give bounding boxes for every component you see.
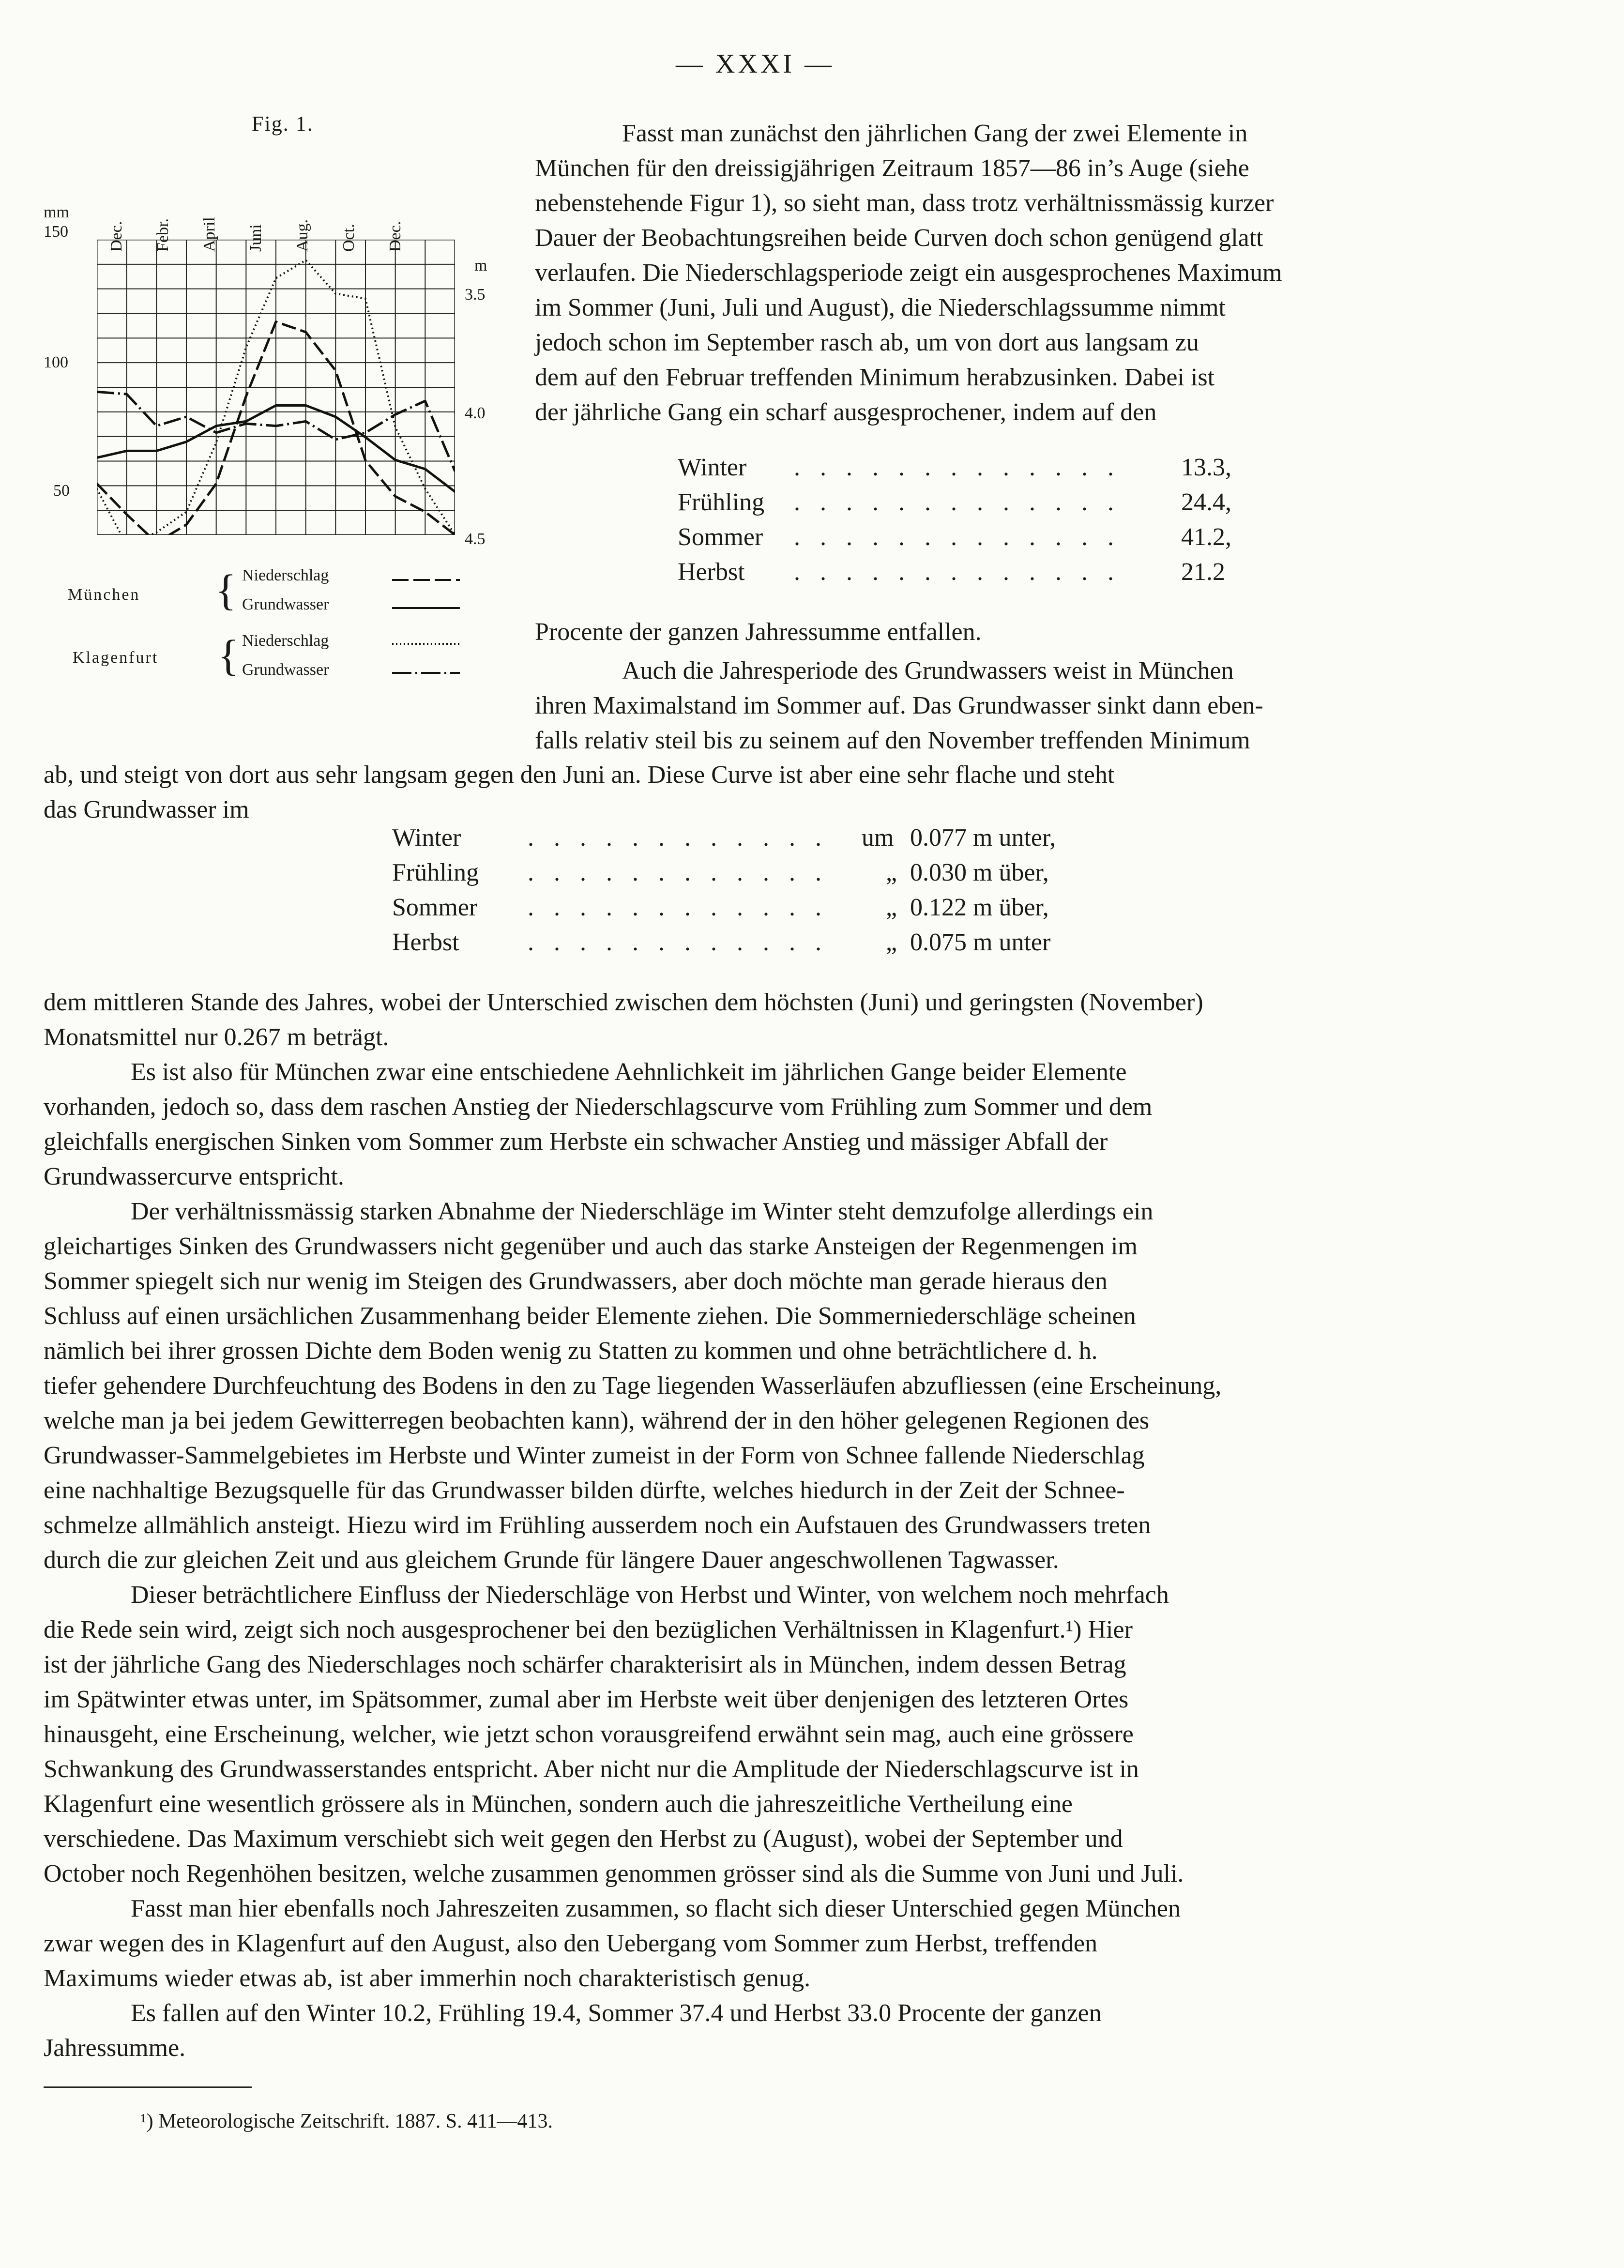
text-line: die Rede sein wird, zeigt sich noch ausgesprochener bei den bezüglichen Verhältnissen in Klagenfurt.¹) Hier [44,1616,1133,1644]
figure-1 [44,111,489,707]
text-line: München für den dreissigjährigen Zeitraum 1857—86 in’s Auge (siehe [535,154,1249,182]
table-row [678,485,1259,520]
text-line: im Spätwinter etwas unter, im Spätsommer, zumal aber im Herbste weit über denjenigen des letzteren Ortes [44,1686,1129,1713]
season-label: Winter [392,824,461,852]
text-line: Grundwasser-Sammelgebietes im Herbste und Winter zumeist in der Form von Schnee fallende Niederschlag [44,1442,1145,1469]
table-row [392,890,1167,925]
legend-label: Niederschlag [242,632,329,650]
month-label: Dec. [386,221,404,252]
table-row [678,520,1259,555]
month-label: April [200,217,218,252]
text-line: gleichartiges Sinken des Grundwassers nicht gegenüber und auch das starke Ansteigen der Regenmengen im [44,1233,1138,1260]
legend-city: Klagenfurt [73,649,159,667]
groundwater-paragraph [535,654,1450,758]
season-label: Frühling [678,488,765,516]
legend-label: Grundwasser [242,661,329,679]
text-line: falls relativ steil bis zu seinem auf den November treffenden Minimum [535,727,1250,754]
left-tick: 50 [53,482,70,500]
legend-brace: { [218,632,239,680]
text-line: Fasst man zunächst den jährlichen Gang der zwei Elemente in [622,120,1248,147]
text-line: nebenstehende Figur 1), so sieht man, dass trotz verhältnissmässig kurzer [535,189,1274,217]
season-prefix: „ [886,859,897,886]
text-line: verlaufen. Die Niederschlagsperiode zeigt ein ausgesprochenes Maximum [535,259,1282,287]
text-line: Maximums wieder etwas ab, ist aber immerhin noch charakteristisch genug. [44,1964,811,1992]
season-label: Herbst [678,558,745,586]
month-label: Dec. [107,221,125,252]
text-line: zwar wegen des in Klagenfurt auf den August, also den Uebergang vom Sommer zum Herbst, treffenden [44,1930,1098,1957]
leader-dots: . . . . . . . . . . . . [528,894,828,921]
season-value: 0.075 m unter [910,929,1051,956]
leader-dots: . . . . . . . . . . . . . [794,558,1121,586]
text-line: dem auf den Februar treffenden Minimum herabzusinken. Dabei ist [535,364,1215,391]
body-text [44,985,1452,2066]
text-line: Es ist also für München zwar eine entschiedene Aehnlichkeit im jährlichen Gange beider Elemente [131,1058,1127,1086]
left-tick: 150 [44,223,68,241]
text-line: Auch die Jahresperiode des Grundwassers weist in München [622,657,1234,685]
text-line: Jahressumme. [44,2034,186,2062]
legend-label: Grundwasser [242,595,329,613]
intro-paragraph [535,116,1450,430]
text-line: Schluss auf einen ursächlichen Zusammenhang beider Elemente ziehen. Die Sommerniederschläge scheinen [44,1302,1136,1330]
text-line: verschiedene. Das Maximum verschiebt sich weit gegen den Herbst zu (August), wobei der September und [44,1825,1123,1853]
leader-dots: . . . . . . . . . . . . . [794,523,1121,551]
table-caption [535,615,1450,650]
text-line: ab, und steigt von dort aus sehr langsam gegen den Juni an. Diese Curve ist aber eine sehr flache und steht [44,761,1115,789]
season-value: 0.077 m unter, [910,824,1056,852]
leader-dots: . . . . . . . . . . . . . [794,454,1121,481]
season-value: 13.3, [1181,454,1231,481]
text-line: Sommer spiegelt sich nur wenig im Steigen des Grundwassers, aber doch möchte man gerade hieraus den [44,1267,1108,1295]
season-table-precipitation [678,450,1259,590]
table-row [392,925,1167,960]
leader-dots: . . . . . . . . . . . . [528,859,828,886]
season-table-groundwater [392,821,1167,960]
text-line: Der verhältnissmässig starken Abnahme der Niederschläge im Winter steht demzufolge allerdings ein [131,1198,1153,1225]
table-row [678,555,1259,590]
footnote-rule [44,2086,252,2088]
leader-dots: . . . . . . . . . . . . [528,929,828,956]
season-label: Frühling [392,859,479,886]
footnote: ¹) Meteorologische Zeitschrift. 1887. S. 411—413. [140,2110,553,2132]
season-label: Herbst [392,929,459,956]
season-value: 0.122 m über, [910,894,1049,921]
season-prefix: um [862,824,894,852]
text-line: vorhanden, jedoch so, dass dem raschen Anstieg der Niederschlagscurve vom Frühling zum Sommer und dem [44,1093,1153,1121]
left-axis-unit: mm [44,203,69,221]
text-line: October noch Regenhöhen besitzen, welche zusammen genommen grösser sind als die Summe von Juni und Juli. [44,1860,1184,1887]
leader-dots: . . . . . . . . . . . . . [794,488,1121,516]
right-axis-unit: m [474,257,487,274]
left-tick: 100 [44,353,68,371]
text-line: nämlich bei ihrer grossen Dichte dem Boden wenig zu Statten zu kommen und ohne beträchtlichere d. h. [44,1337,1098,1365]
text-line: jedoch schon im September rasch ab, um von dort aus langsam zu [535,329,1199,356]
table-row [392,855,1167,890]
season-label: Winter [678,454,747,481]
chart-plot [97,240,455,535]
season-value: 41.2, [1181,523,1231,551]
right-tick: 3.5 [465,286,486,304]
legend-swatches [392,632,465,690]
page-number: — XXXI — [676,49,835,79]
season-prefix: „ [886,929,897,956]
text-line: schmelze allmählich ansteigt. Hiezu wird im Frühling ausserdem noch ein Aufstauen des Grundwassers treten [44,1511,1151,1539]
season-prefix: „ [886,894,897,921]
month-label: Febr. [154,218,172,252]
month-label: Juni [247,224,265,252]
right-tick: 4.5 [465,530,486,548]
text-line: durch die zur gleichen Zeit und aus gleichem Grunde für längere Dauer angeschwollenen Tagwasser. [44,1546,1059,1574]
season-value: 21.2 [1181,558,1225,586]
chart-legend [44,566,489,692]
text-line: Monatsmittel nur 0.267 m beträgt. [44,1023,389,1051]
month-label: Aug. [293,219,311,252]
season-value: 0.030 m über, [910,859,1049,886]
text-line: gleichfalls energischen Sinken vom Sommer zum Herbste ein schwacher Anstieg und mässiger Abfall der [44,1128,1108,1156]
groundwater-paragraph-cont [44,758,1114,827]
month-label: Oct. [340,224,358,252]
text-line: hinausgeht, eine Erscheinung, welcher, wie jetzt schon vorausgreifend erwähnt sein mag, auch eine grössere [44,1720,1134,1748]
text-line: dem mittleren Stande des Jahres, wobei der Unterschied zwischen dem höchsten (Juni) und geringsten (November) [44,989,1203,1016]
text-line: Klagenfurt eine wesentlich grössere als in München, sondern auch die jahreszeitliche Vertheilung eine [44,1790,1073,1818]
text-line: ihren Maximalstand im Sommer auf. Das Grundwasser sinkt dann eben- [535,692,1263,719]
text-line: tiefer gehendere Durchfeuchtung des Bodens in den zu Tage liegenden Wasserläufen abzufliessen (eine Erscheinung, [44,1372,1222,1400]
text-line: Grundwassercurve entspricht. [44,1163,344,1190]
text-line: im Sommer (Juni, Juli und August), die Niederschlagssumme nimmt [535,294,1226,321]
text-line: der jährliche Gang ein scharf ausgesprochener, indem auf den [535,398,1157,426]
legend-swatches [392,566,465,624]
season-label: Sommer [678,523,763,551]
text-line: welche man ja bei jedem Gewitterregen beobachten kann), während der in den höher gelegenen Regionen des [44,1407,1150,1434]
season-value: 24.4, [1181,488,1231,516]
text-line: Fasst man hier ebenfalls noch Jahreszeiten zusammen, so flacht sich dieser Unterschied gegen München [131,1895,1181,1922]
text-line: Schwankung des Grundwasserstandes entspricht. Aber nicht nur die Amplitude der Niederschlagscurve ist in [44,1755,1139,1783]
legend-brace: { [215,566,237,614]
text-line: ist der jährliche Gang des Niederschlages noch schärfer charakterisirt als in München, indem dessen Betrag [44,1651,1126,1678]
legend-city: München [68,586,140,604]
text-line: Dieser beträchtlichere Einfluss der Niederschläge von Herbst und Winter, von welchem noch mehrfach [131,1581,1169,1609]
leader-dots: . . . . . . . . . . . . [528,824,828,852]
text-line: eine nachhaltige Bezugsquelle für das Grundwasser bilden dürfte, welches hiedurch in der Zeit der Schnee- [44,1476,1125,1504]
right-tick: 4.0 [465,404,486,422]
text-line: Procente der ganzen Jahressumme entfallen. [535,618,982,646]
table-row [392,821,1167,855]
legend-label: Niederschlag [242,566,329,584]
text-line: Dauer der Beobachtungsreihen beide Curven doch schon genügend glatt [535,224,1263,252]
table-row [678,450,1259,485]
text-line: Es fallen auf den Winter 10.2, Frühling 19.4, Sommer 37.4 und Herbst 33.0 Procente der ganzen [131,1999,1102,2027]
figure-title: Fig. 1. [252,112,314,136]
text-line: das Grundwasser im [44,796,249,823]
season-label: Sommer [392,894,478,921]
